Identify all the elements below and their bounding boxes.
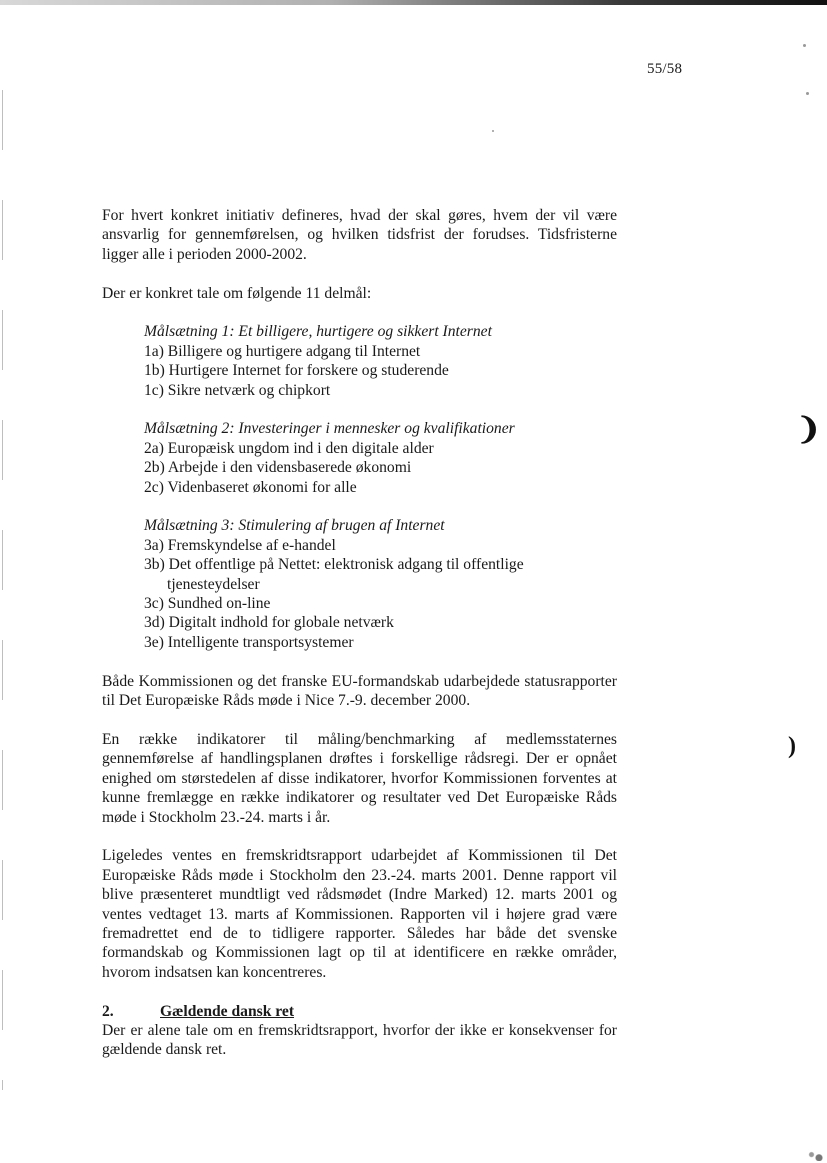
goal-item: 3d) Digitalt indhold for globale netværk xyxy=(144,614,394,632)
section-heading xyxy=(102,1002,617,1021)
goal-title: Målsætning 1: Et billigere, hurtigere og sikkert Internet xyxy=(144,323,492,341)
scan-corner-artifact xyxy=(795,1145,825,1161)
goal-item: 2b) Arbejde i den vidensbaserede økonomi xyxy=(144,459,412,477)
section-title: Gældende dansk ret xyxy=(160,1002,295,1020)
goal-title: Målsætning 3: Stimulering af brugen af Internet xyxy=(144,517,445,535)
goal-item: 3c) Sundhed on-line xyxy=(144,595,271,613)
scan-speck xyxy=(492,130,494,132)
goal-item: 1c) Sikre netværk og chipkort xyxy=(144,381,331,399)
section-text: Der er alene tale om en fremskridtsrapport, hvorfor der ikke er konsekvenser for gældende dansk ret. xyxy=(102,1021,617,1059)
page-number: 55/58 xyxy=(647,61,683,77)
scan-speck xyxy=(803,44,806,47)
goal-item: 1a) Billigere og hurtigere adgang til Internet xyxy=(144,342,421,360)
scan-left-edge xyxy=(2,90,3,1090)
goals-intro: Der er konkret tale om følgende 11 delmål: xyxy=(102,284,372,302)
section-number: 2. xyxy=(102,1002,114,1020)
goal-item: 3b) Det offentlige på Nettet: elektronisk adgang til offentlige tjenesteydelser xyxy=(144,556,524,593)
goal-block-1 xyxy=(144,322,617,400)
goal-item: 3e) Intelligente transportsystemer xyxy=(144,633,354,651)
status-paragraph: Både Kommissionen og det franske EU-formandskab udarbejdede statusrapporter til Det Europæiske Råds møde i Nice 7.-9. december 2000. xyxy=(102,672,617,710)
goal-item: 2c) Videnbaseret økonomi for alle xyxy=(144,478,357,496)
goal-block-2 xyxy=(144,419,617,497)
document-body xyxy=(102,206,617,1060)
goal-title: Målsætning 2: Investeringer i mennesker og kvalifikationer xyxy=(144,420,515,438)
scan-speck xyxy=(806,92,809,95)
scan-top-edge xyxy=(0,0,827,5)
goal-item: 2a) Europæisk ungdom ind i den digitale alder xyxy=(144,439,434,457)
margin-mark: ) xyxy=(788,733,796,759)
intro-paragraph: For hvert konkret initiativ defineres, hvad der skal gøres, hvem der vil være ansvarlig for gennemførelsen, og hvilken tidsfrist der forudses. Tidsfristerne ligger alle i perioden 2000-2002. xyxy=(102,207,617,263)
goal-item: 3a) Fremskyndelse af e-handel xyxy=(144,536,336,554)
progress-report-paragraph: Ligeledes ventes en fremskridtsrapport udarbejdet af Kommissionen til Det Europæiske Råds møde i Stockholm den 23.-24. marts 2001. Denne rapport vil blive præsenteret mundtligt ved rådsmødet (Indre Marked) 12. marts 2001 og ventes vedtaget 13. marts af Kommissionen. Rapporten vil i højere grad være fremadrettet end de to tidligere rapporter. Således har både det svenske formandskab og Kommissionen lagt op til at identificere en række områder, hvorom indsatsen kan koncentreres. xyxy=(102,847,617,981)
goal-block-3 xyxy=(144,516,617,652)
margin-mark: ❩ xyxy=(796,413,822,446)
indicators-paragraph: En række indikatorer til måling/benchmarking af medlemsstaternes gennemførelse af handlingsplanen drøftes i forskellige rådsregi. Der er opnået enighed om størstedelen af disse indikatorer, hvorfor Kommissionen forventes at kunne fremlægge en række indikatorer og resultater ved Det Europæiske Råds møde i Stockholm 23.-24. marts i år. xyxy=(102,730,617,826)
goal-item: 1b) Hurtigere Internet for forskere og studerende xyxy=(144,362,449,380)
